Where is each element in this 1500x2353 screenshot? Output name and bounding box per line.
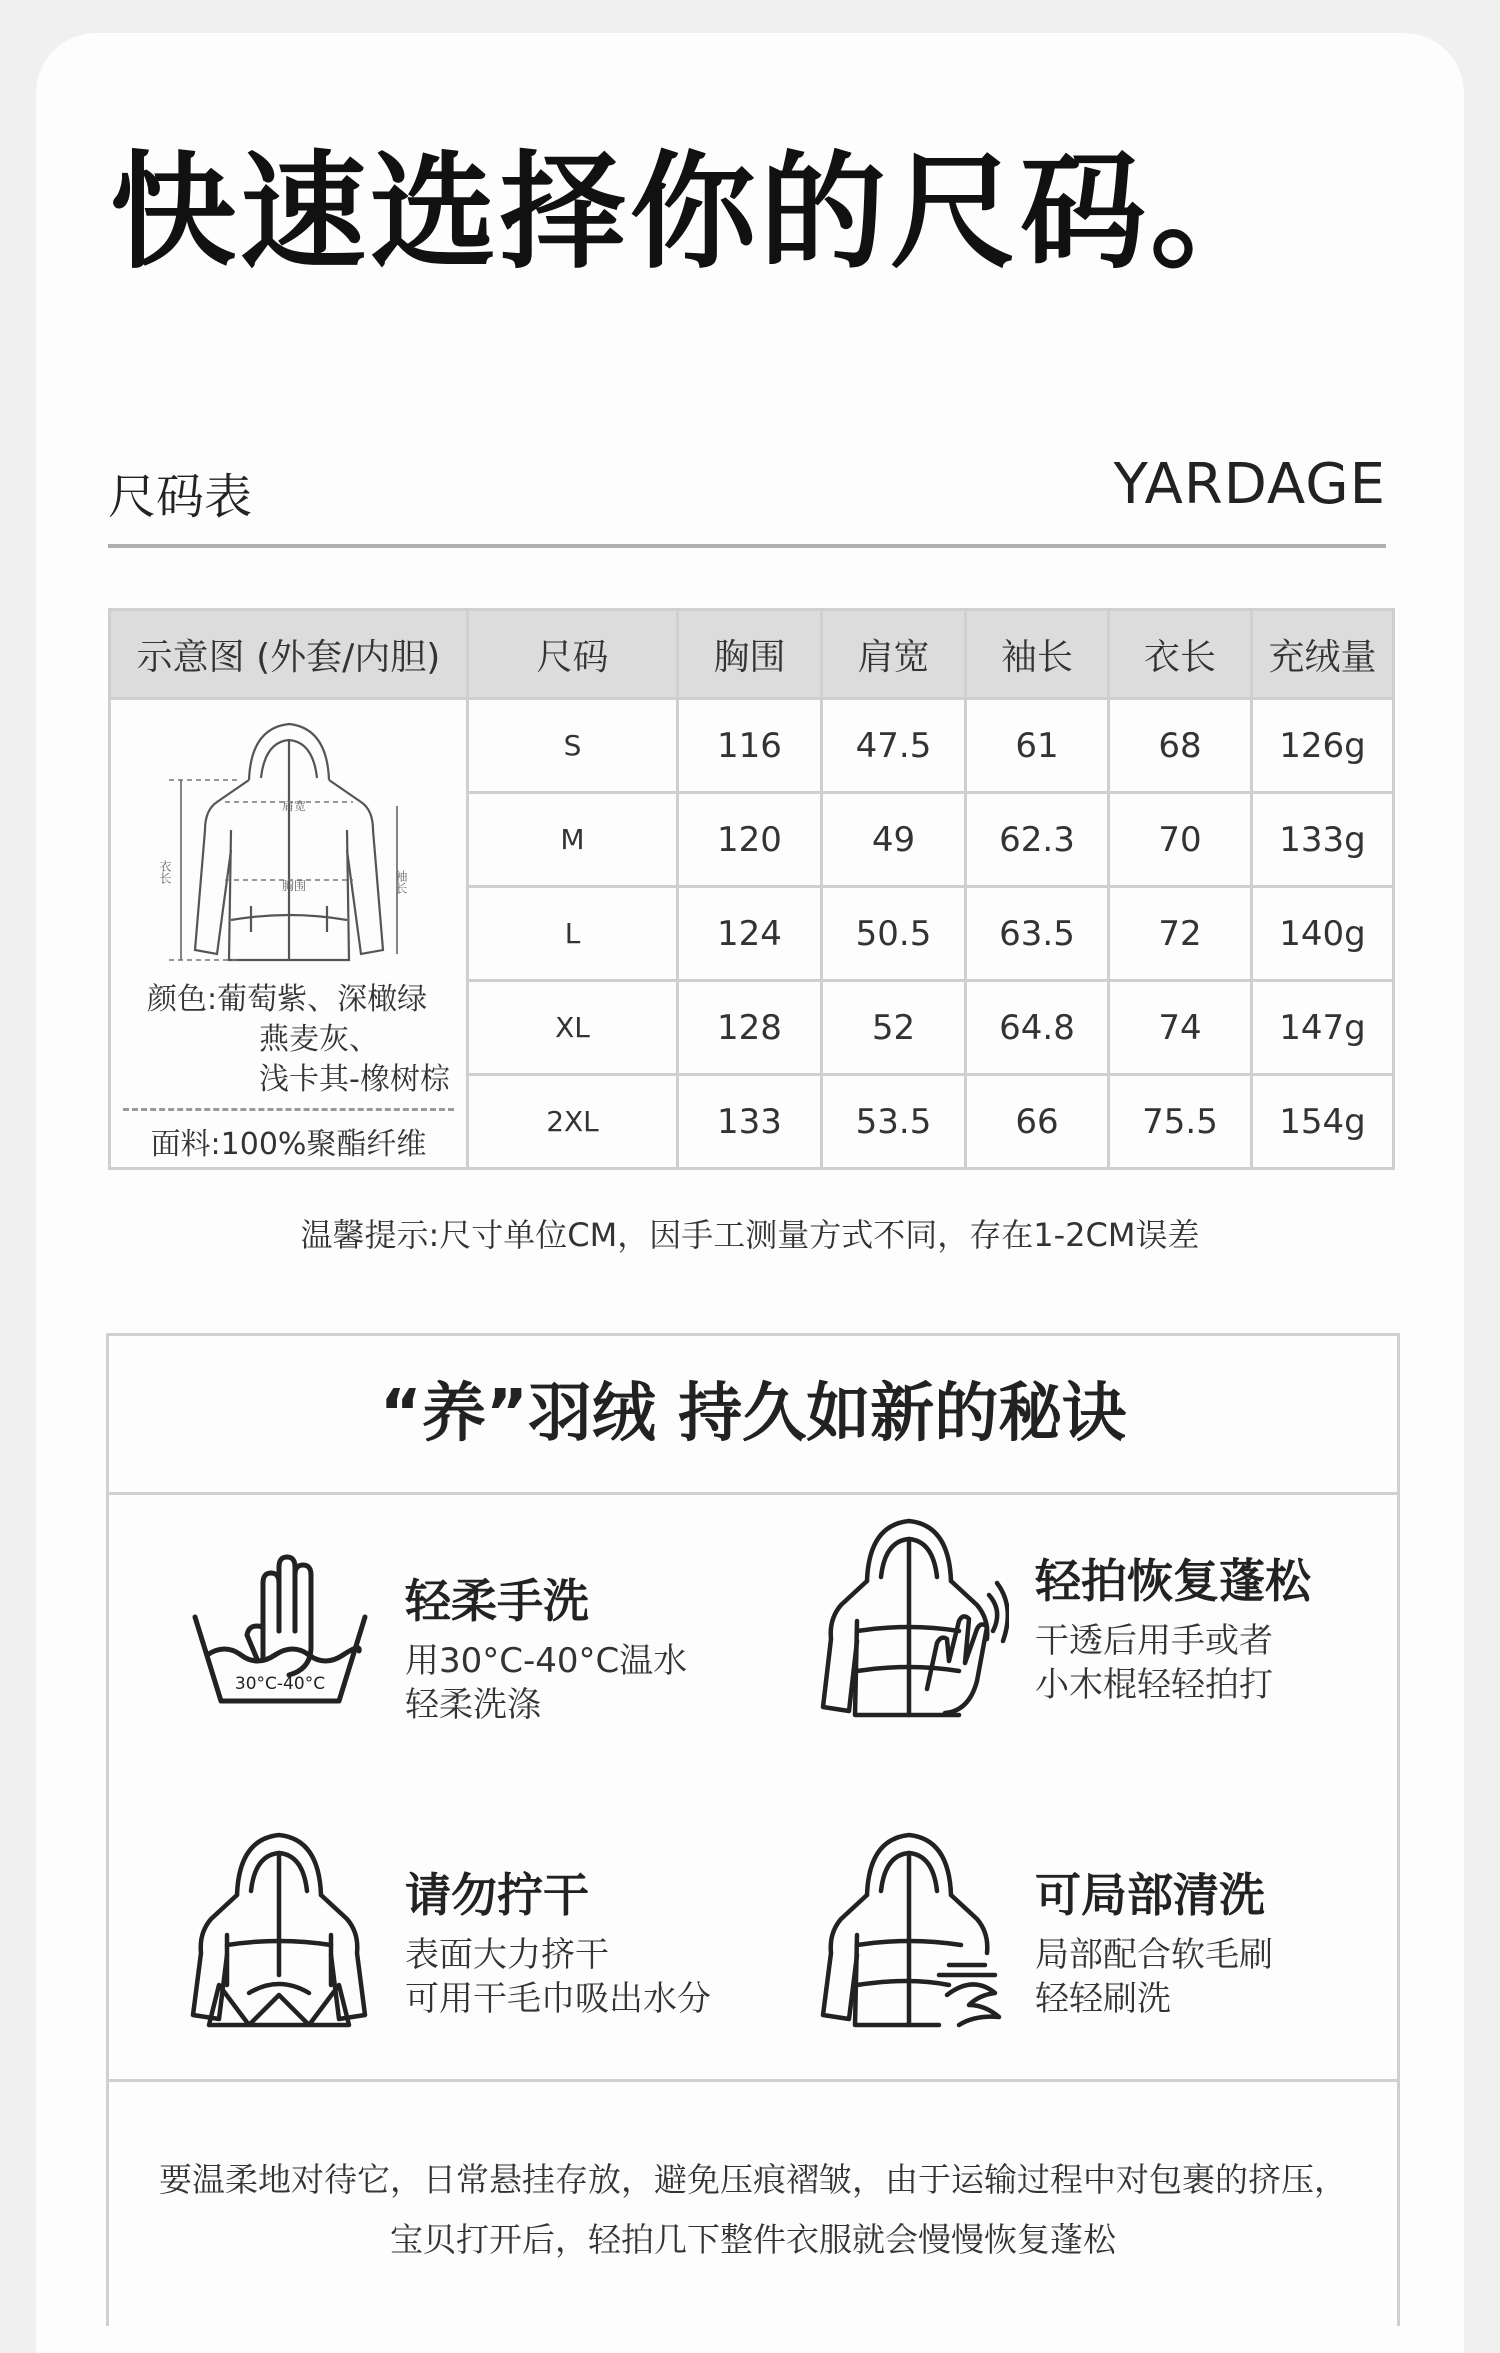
cell-length: 68 bbox=[1109, 699, 1252, 793]
cell-size: XL bbox=[468, 981, 678, 1075]
care-item-desc-line: 轻柔洗涤 bbox=[405, 1685, 541, 1725]
care-item-hand-wash bbox=[179, 1531, 779, 1771]
cell-down-fill: 140g bbox=[1252, 887, 1394, 981]
care-item-desc-line: 表面大力挤干 bbox=[405, 1935, 609, 1975]
cell-down-fill: 126g bbox=[1252, 699, 1394, 793]
cell-size: L bbox=[468, 887, 678, 981]
care-item-desc-line: 小木棍轻轻拍打 bbox=[1035, 1665, 1273, 1705]
hand-wash-icon bbox=[179, 1531, 379, 1751]
spot-clean-icon bbox=[809, 1825, 1009, 2045]
diagram-cell bbox=[110, 699, 468, 1169]
section-title-cn: 尺码表 bbox=[108, 469, 253, 525]
care-footer-line-2: 宝贝打开后，轻拍几下整件衣服就会慢慢恢复蓬松 bbox=[390, 2220, 1116, 2259]
cell-sleeve: 63.5 bbox=[966, 887, 1109, 981]
care-item-desc bbox=[405, 1933, 711, 2021]
care-footer bbox=[109, 2082, 1397, 2270]
diagram-label-chest: 胸围 bbox=[281, 879, 306, 893]
care-section bbox=[106, 1333, 1400, 2326]
color-line-3: 浅卡其-橡树棕 bbox=[259, 1062, 450, 1097]
section-header bbox=[108, 448, 1386, 548]
section-title-en: YARDAGE bbox=[1113, 452, 1386, 517]
cell-length: 75.5 bbox=[1109, 1075, 1252, 1169]
header-sleeve: 袖长 bbox=[966, 610, 1109, 699]
cell-chest: 124 bbox=[678, 887, 822, 981]
care-item-title: 请勿拧干 bbox=[405, 1868, 589, 1922]
color-line-2: 燕麦灰、 bbox=[259, 1022, 379, 1057]
care-item-desc bbox=[1035, 1933, 1273, 2021]
care-item-title: 轻拍恢复蓬松 bbox=[1035, 1554, 1311, 1608]
cell-length: 72 bbox=[1109, 887, 1252, 981]
cell-size: S bbox=[468, 699, 678, 793]
header-chest: 胸围 bbox=[678, 610, 822, 699]
header-shoulder: 肩宽 bbox=[822, 610, 966, 699]
color-list bbox=[111, 980, 466, 1100]
care-item-desc-line: 局部配合软毛刷 bbox=[1035, 1935, 1273, 1975]
cell-length: 74 bbox=[1109, 981, 1252, 1075]
care-item-title: 可局部清洗 bbox=[1035, 1868, 1265, 1922]
care-item-desc-line: 干透后用手或者 bbox=[1035, 1621, 1273, 1661]
care-item-desc-line: 用30°C-40°C温水 bbox=[405, 1641, 688, 1681]
cell-down-fill: 147g bbox=[1252, 981, 1394, 1075]
care-item-desc bbox=[405, 1639, 687, 1727]
header-down-fill: 充绒量 bbox=[1252, 610, 1394, 699]
header-diagram: 示意图 (外套/内胆) bbox=[110, 610, 468, 699]
care-item-desc-line: 轻轻刷洗 bbox=[1035, 1979, 1171, 2019]
size-table bbox=[108, 608, 1395, 1170]
diagram-label-sleeve: 袖长 bbox=[393, 870, 408, 894]
cell-sleeve: 64.8 bbox=[966, 981, 1109, 1075]
diagram-label-shoulder: 肩宽 bbox=[281, 799, 306, 813]
cell-shoulder: 52 bbox=[822, 981, 966, 1075]
care-item-no-wring bbox=[179, 1825, 779, 2065]
care-item-spot-clean bbox=[809, 1825, 1409, 2065]
cell-sleeve: 61 bbox=[966, 699, 1109, 793]
cell-sleeve: 66 bbox=[966, 1075, 1109, 1169]
cell-shoulder: 47.5 bbox=[822, 699, 966, 793]
header-size: 尺码 bbox=[468, 610, 678, 699]
cell-chest: 116 bbox=[678, 699, 822, 793]
cell-shoulder: 49 bbox=[822, 793, 966, 887]
cell-down-fill: 133g bbox=[1252, 793, 1394, 887]
jacket-diagram-icon bbox=[139, 710, 439, 980]
cell-size: M bbox=[468, 793, 678, 887]
size-tip: 温馨提示:尺寸单位CM，因手工测量方式不同，存在1-2CM误差 bbox=[300, 1216, 1200, 1254]
cell-shoulder: 53.5 bbox=[822, 1075, 966, 1169]
care-item-pat bbox=[809, 1511, 1409, 1751]
pat-jacket-icon bbox=[809, 1511, 1009, 1731]
cell-size: 2XL bbox=[468, 1075, 678, 1169]
care-grid bbox=[109, 1495, 1397, 2082]
no-wring-icon bbox=[179, 1825, 379, 2045]
fabric-info: 面料:100%聚酯纤维 bbox=[123, 1108, 454, 1163]
page-title: 快速选择你的尺码。 bbox=[110, 139, 1280, 286]
care-item-desc-line: 可用干毛巾吸出水分 bbox=[405, 1979, 711, 2019]
table-header-row bbox=[110, 610, 1394, 699]
header-length: 衣长 bbox=[1109, 610, 1252, 699]
cell-chest: 133 bbox=[678, 1075, 822, 1169]
care-item-desc bbox=[1035, 1619, 1273, 1707]
care-item-title: 轻柔手洗 bbox=[405, 1574, 589, 1628]
table-row bbox=[110, 699, 1394, 793]
color-line-1: 颜色:葡萄紫、深橄绿 bbox=[147, 982, 428, 1017]
diagram-label-length: 衣长 bbox=[157, 860, 172, 884]
cell-down-fill: 154g bbox=[1252, 1075, 1394, 1169]
care-title: “养”羽绒 持久如新的秘诀 bbox=[109, 1336, 1397, 1495]
wash-temp-badge: 30°C-40°C bbox=[234, 1674, 326, 1694]
cell-chest: 128 bbox=[678, 981, 822, 1075]
cell-shoulder: 50.5 bbox=[822, 887, 966, 981]
care-footer-line-1: 要温柔地对待它，日常悬挂存放，避免压痕褶皱，由于运输过程中对包裹的挤压， bbox=[159, 2160, 1347, 2199]
cell-chest: 120 bbox=[678, 793, 822, 887]
cell-sleeve: 62.3 bbox=[966, 793, 1109, 887]
cell-length: 70 bbox=[1109, 793, 1252, 887]
